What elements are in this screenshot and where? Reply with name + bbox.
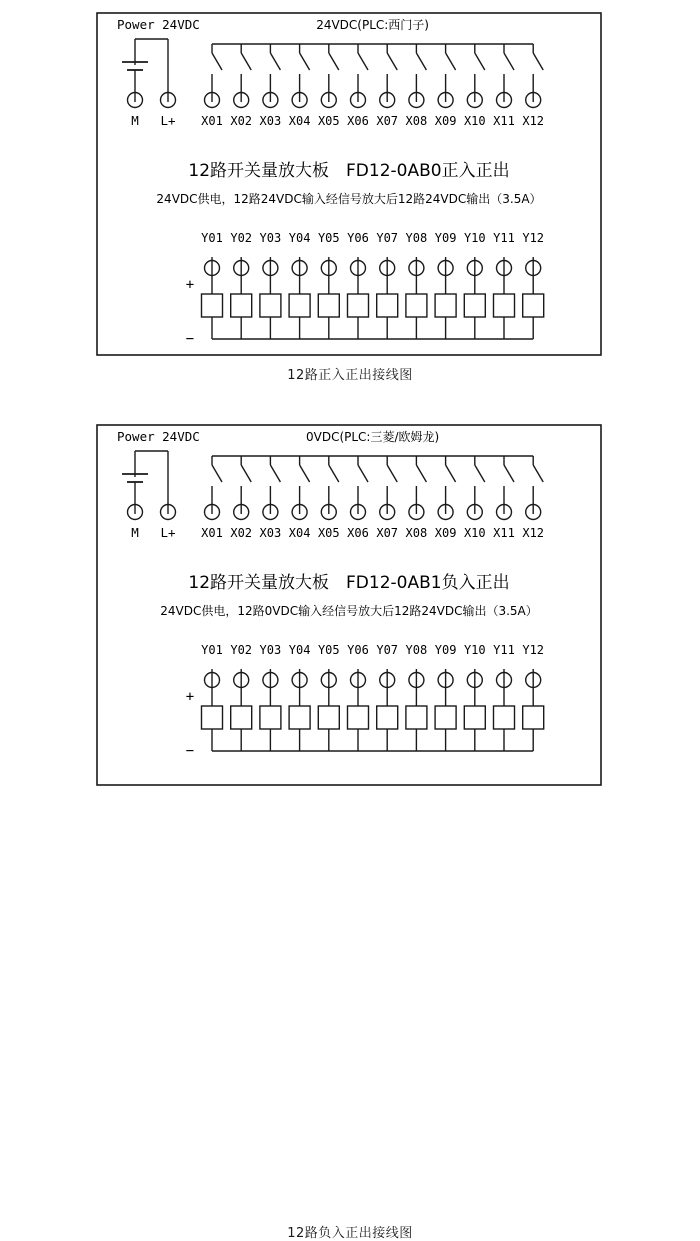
output-terminal-label: Y12 — [522, 231, 545, 245]
output-terminal-label: Y04 — [288, 643, 311, 657]
input-terminal-label: X01 — [201, 114, 223, 128]
input-terminal-label: X09 — [434, 114, 457, 128]
output-terminal-label: Y02 — [230, 231, 253, 245]
wiring-diagram-1 — [0, 0, 700, 383]
input-terminal-label: X06 — [347, 114, 369, 128]
input-terminal-label: X03 — [259, 114, 282, 128]
output-terminal-label: Y06 — [347, 231, 369, 245]
output-terminal-label: Y05 — [317, 643, 340, 657]
output-terminal-label: Y11 — [493, 643, 515, 657]
output-terminal-label: Y03 — [259, 231, 282, 245]
input-terminal-label: X04 — [288, 526, 311, 540]
output-terminal-label: Y07 — [376, 231, 399, 245]
input-terminal-label: X04 — [288, 114, 311, 128]
output-terminal-label: Y01 — [201, 231, 223, 245]
diagram-border — [97, 13, 601, 355]
input-terminal-label: X09 — [434, 526, 457, 540]
input-terminal-label: X02 — [230, 526, 253, 540]
polarity-minus-label: − — [185, 331, 195, 347]
input-terminal-label: X06 — [347, 526, 369, 540]
polarity-plus-label: + — [185, 689, 195, 705]
diagram-frame-2 — [0, 412, 700, 792]
output-terminal-label: Y05 — [317, 231, 340, 245]
output-terminal-label: Y10 — [463, 231, 486, 245]
board-title: 12路开关量放大板 FD12-0AB0正入正出 — [188, 161, 510, 181]
diagram-caption-1: 12路正入正出接线图 — [287, 368, 413, 383]
input-terminal-label: X07 — [376, 526, 399, 540]
power-terminal-lplus-label: L+ — [160, 525, 176, 540]
output-terminal-label: Y07 — [376, 643, 399, 657]
output-terminal-label: Y03 — [259, 643, 282, 657]
output-terminal-label: Y11 — [493, 231, 515, 245]
wiring-diagram-2 — [0, 412, 700, 1241]
board-title: 12路开关量放大板 FD12-0AB1负入正出 — [188, 573, 510, 593]
input-terminal-label: X02 — [230, 114, 253, 128]
input-terminal-label: X11 — [493, 526, 515, 540]
input-terminal-label: X10 — [463, 526, 486, 540]
input-terminal-label: X03 — [259, 526, 282, 540]
source-label: 0VDC(PLC:三菱/欧姆龙) — [305, 430, 440, 444]
board-subtitle: 24VDC供电，12路24VDC输入经信号放大后12路24VDC输出（3.5A） — [156, 192, 542, 206]
power-label: Power 24VDC — [117, 429, 200, 444]
input-terminal-label: X12 — [522, 526, 545, 540]
output-terminal-label: Y08 — [405, 643, 428, 657]
output-terminal-label: Y09 — [434, 231, 457, 245]
input-terminal-label: X12 — [522, 114, 545, 128]
input-terminal-label: X10 — [463, 114, 486, 128]
input-terminal-label: X01 — [201, 526, 223, 540]
polarity-minus-label: − — [185, 743, 195, 759]
power-label: Power 24VDC — [117, 17, 200, 32]
output-terminal-label: Y01 — [201, 643, 223, 657]
power-terminal-m-label: M — [131, 525, 139, 540]
input-terminal-label: X05 — [317, 114, 340, 128]
input-terminal-label: X11 — [493, 114, 515, 128]
input-terminal-label: X08 — [405, 526, 428, 540]
power-terminal-m-label: M — [131, 113, 139, 128]
input-terminal-label: X05 — [317, 526, 340, 540]
output-terminal-label: Y02 — [230, 643, 253, 657]
input-terminal-label: X07 — [376, 114, 399, 128]
diagram-canvas-2 — [0, 412, 700, 792]
diagram-canvas-1 — [0, 0, 700, 360]
output-terminal-label: Y04 — [288, 231, 311, 245]
output-terminal-label: Y09 — [434, 643, 457, 657]
input-terminal-label: X08 — [405, 114, 428, 128]
board-subtitle: 24VDC供电，12路0VDC输入经信号放大后12路24VDC输出（3.5A） — [160, 604, 538, 618]
output-terminal-label: Y12 — [522, 643, 545, 657]
output-terminal-label: Y06 — [347, 643, 369, 657]
output-terminal-label: Y10 — [463, 643, 486, 657]
diagram-caption-2: 12路负入正出接线图 — [287, 1226, 413, 1241]
source-label: 24VDC(PLC:西门子) — [316, 18, 430, 32]
diagram-frame-1 — [0, 0, 700, 360]
polarity-plus-label: + — [185, 277, 195, 293]
power-terminal-lplus-label: L+ — [160, 113, 176, 128]
output-terminal-label: Y08 — [405, 231, 428, 245]
